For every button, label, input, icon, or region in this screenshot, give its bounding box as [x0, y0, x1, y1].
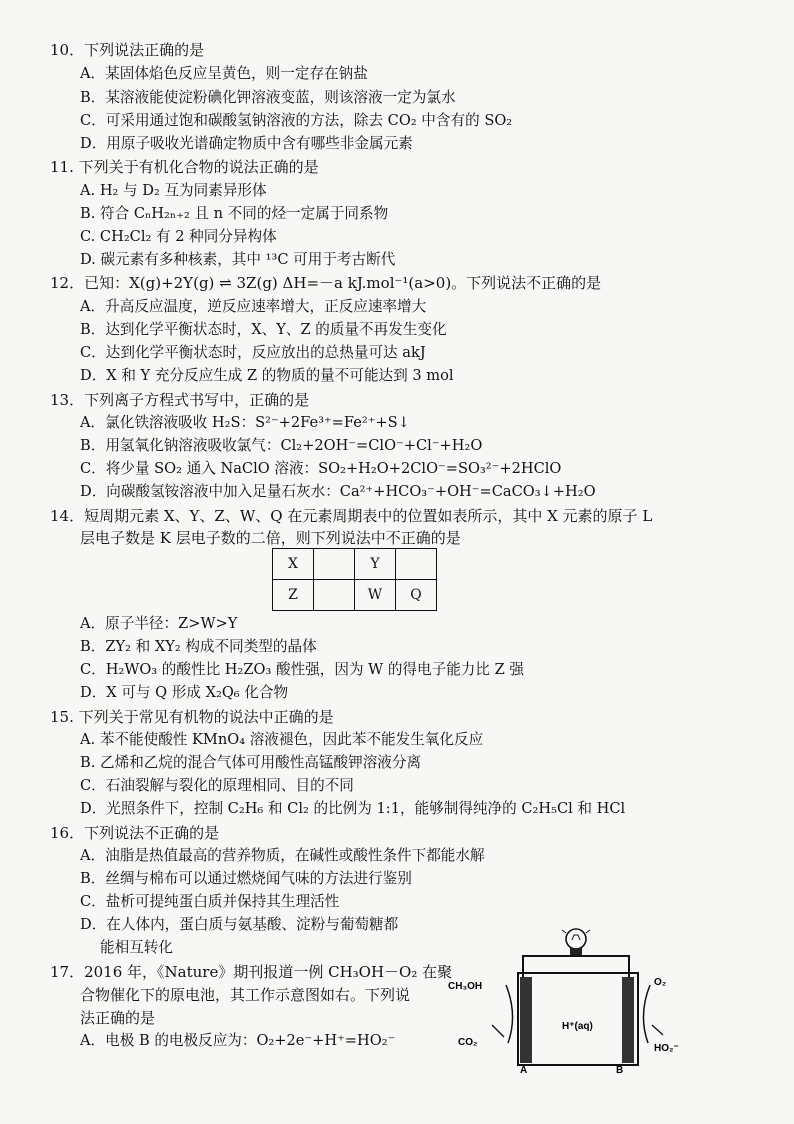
periodic-table-fragment: [272, 548, 437, 611]
external-circuit-wire: [523, 956, 629, 995]
table-cell: Y: [355, 549, 396, 580]
q12-option-d: D．X 和 Y 充分反应生成 Z 的物质的量不可能达到 3 mol: [80, 367, 454, 384]
q12-option-b: B．达到化学平衡状态时，X、Y、Z 的质量不再发生变化: [80, 321, 447, 338]
right-input-label: O₂: [654, 977, 667, 988]
lightbulb-icon: [562, 929, 590, 956]
q16-option-a: A．油脂是热值最高的营养物质，在碱性或酸性条件下都能水解: [80, 847, 485, 864]
q17-stem-line2: 合物催化下的原电池，其工作示意图如右。下列说: [80, 986, 411, 1004]
q12-option-a: A．升高反应温度，逆反应速率增大，正反应速率增大: [80, 298, 427, 315]
right-arrow-out: [652, 1025, 663, 1035]
q13-option-c: C．将少量 SO₂ 通入 NaClO 溶液：SO₂+H₂O+2ClO⁻=SO₃²⁻+2HClO: [80, 460, 562, 477]
electrolyte-container: [518, 973, 638, 1065]
right-output-label: HO₂⁻: [654, 1043, 679, 1054]
left-arrow-out: [492, 1025, 504, 1037]
q16-stem: 16．下列说法不正确的是: [50, 824, 220, 842]
q14-option-b: B．ZY₂ 和 XY₂ 构成不同类型的晶体: [80, 638, 317, 655]
q11-option-d: D. 碳元素有多种核素，其中 ¹³C 可用于考古断代: [80, 251, 396, 268]
q11-stem: 11. 下列关于有机化合物的说法正确的是: [50, 158, 319, 176]
q15-stem: 15. 下列关于常见有机物的说法中正确的是: [50, 708, 334, 726]
q14-option-a: A．原子半径：Z>W>Y: [80, 615, 238, 632]
electrode-a: [520, 977, 532, 1063]
table-cell: Q: [396, 580, 437, 611]
left-arrow-in: [506, 985, 513, 1043]
q15-option-b: B. 乙烯和乙烷的混合气体可用酸性高锰酸钾溶液分离: [80, 754, 422, 771]
q10-option-c: C．可采用通过饱和碳酸氢钠溶液的方法，除去 CO₂ 中含有的 SO₂: [80, 112, 513, 129]
table-cell: X: [273, 549, 314, 580]
electrode-b-label: B: [616, 1065, 624, 1075]
left-input-label: CH₃OH: [448, 981, 483, 992]
right-arrow-in: [643, 985, 650, 1043]
q13-option-b: B．用氢氧化钠溶液吸收氯气：Cl₂+2OH⁻=ClO⁻+Cl⁻+H₂O: [80, 437, 483, 454]
electrode-a-label: A: [520, 1065, 528, 1075]
table-cell: [396, 549, 437, 580]
q14-option-d: D．X 可与 Q 形成 X₂Q₆ 化合物: [80, 684, 289, 701]
table-cell: Z: [273, 580, 314, 611]
electrolyte-label: H⁺(aq): [562, 1021, 593, 1032]
q11-option-c: C. CH₂Cl₂ 有 2 种同分异构体: [80, 228, 277, 245]
q14-stem-line2: 层电子数是 K 层电子数的二倍，则下列说法中不正确的是: [80, 529, 461, 547]
q15-option-c: C．石油裂解与裂化的原理相同、目的不同: [80, 777, 354, 794]
q16-option-c: C．盐析可提纯蛋白质并保持其生理活性: [80, 893, 340, 910]
q12-option-c: C．达到化学平衡状态时，反应放出的总热量可达 akJ: [80, 344, 426, 361]
table-cell: [314, 549, 355, 580]
q14-option-c: C．H₂WO₃ 的酸性比 H₂ZO₃ 酸性强，因为 W 的得电子能力比 Z 强: [80, 661, 524, 678]
q13-stem: 13．下列离子方程式书写中，正确的是: [50, 391, 310, 409]
q15-option-a: A. 苯不能使酸性 KMnO₄ 溶液褪色，因此苯不能发生氧化反应: [80, 731, 484, 748]
q11-option-a: A. H₂ 与 D₂ 互为同素异形体: [80, 182, 267, 199]
q10-stem: 10．下列说法正确的是: [50, 41, 205, 59]
q16-option-b: B．丝绸与棉布可以通过燃烧闻气味的方法进行鉴别: [80, 870, 412, 887]
left-output-label: CO₂: [458, 1037, 478, 1048]
electrode-b: [622, 977, 634, 1063]
fuel-cell-diagram: [448, 925, 688, 1075]
q17-stem: 17．2016 年，《Nature》期刊报道一例 CH₃OH－O₂ 在聚: [50, 963, 453, 981]
q10-option-d: D．用原子吸收光谱确定物质中含有哪些非金属元素: [80, 135, 413, 152]
q16-option-d: D．在人体内，蛋白质与氨基酸、淀粉与葡萄糖都: [80, 916, 399, 933]
q10-option-a: A．某固体焰色反应呈黄色，则一定存在钠盐: [80, 65, 368, 82]
table-cell: [314, 580, 355, 611]
table-cell: W: [355, 580, 396, 611]
q13-option-a: A．氯化铁溶液吸收 H₂S：S²⁻+2Fe³⁺=Fe²⁺+S↓: [80, 414, 410, 431]
q11-option-b: B. 符合 CₙH₂ₙ₊₂ 且 n 不同的烃一定属于同系物: [80, 205, 389, 222]
q15-option-d: D．光照条件下，控制 C₂H₆ 和 Cl₂ 的比例为 1:1，能够制得纯净的 C₂H₅Cl 和 HCl: [80, 800, 626, 817]
q16-option-d-cont: 能相互转化: [100, 939, 173, 956]
q17-stem-line3: 法正确的是: [80, 1009, 156, 1027]
q14-stem: 14．短周期元素 X、Y、Z、W、Q 在元素周期表中的位置如表所示，其中 X 元素的原子 L: [50, 507, 653, 525]
q13-option-d: D．向碳酸氢铵溶液中加入足量石灰水：Ca²⁺+HCO₃⁻+OH⁻=CaCO₃↓+H₂O: [80, 483, 596, 500]
q17-option-a: A．电极 B 的电极反应为：O₂+2e⁻+H⁺=HO₂⁻: [80, 1032, 396, 1049]
q12-stem: 12．已知：X(g)+2Y(g) ⇌ 3Z(g) ΔH=－a kJ.mol⁻¹(a>0)。下列说法不正确的是: [50, 274, 602, 292]
q10-option-b: B．某溶液能使淀粉碘化钾溶液变蓝，则该溶液一定为氯水: [80, 89, 456, 106]
